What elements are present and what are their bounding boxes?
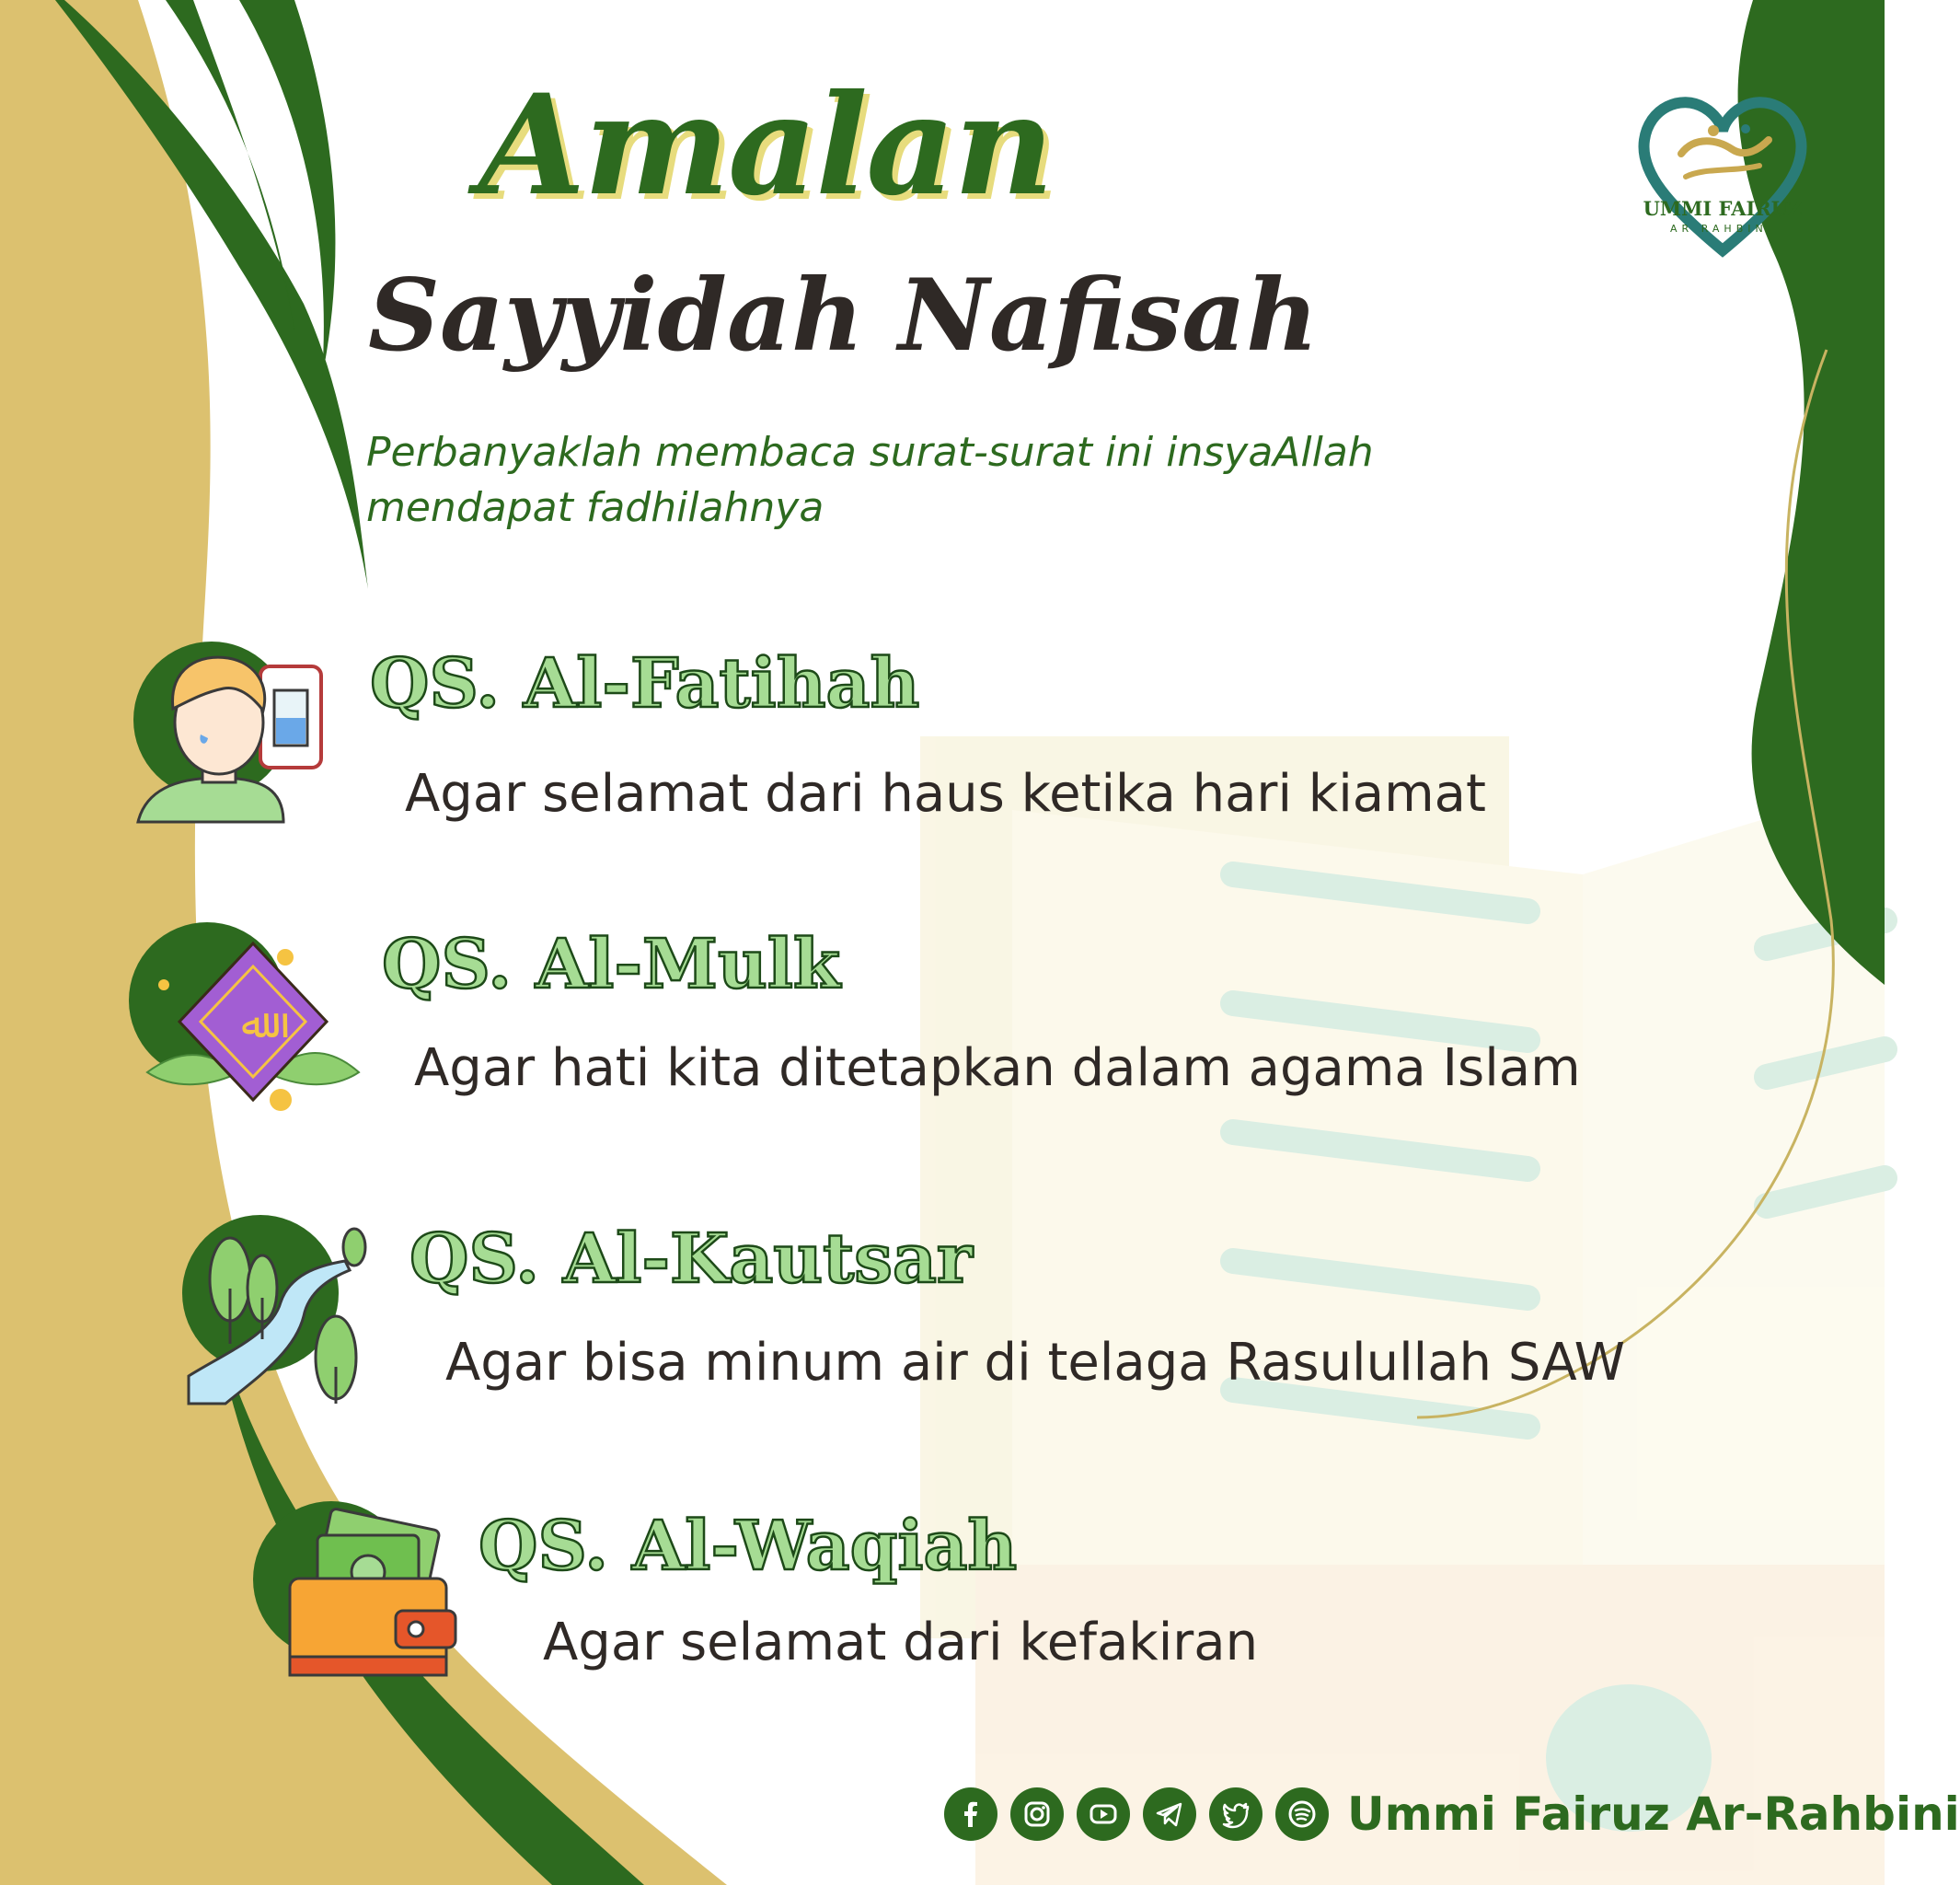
surah-title-al-fatihah: QS. Al-Fatihah — [370, 644, 920, 723]
page-title: Amalan — [478, 64, 1053, 226]
logo-subname: AR RAHBINI — [1670, 223, 1775, 235]
instagram-icon[interactable] — [1010, 1787, 1064, 1841]
facebook-icon[interactable] — [944, 1787, 997, 1841]
river-trees-icon — [189, 1224, 373, 1412]
footer-social — [944, 1782, 1960, 1846]
allah-calligraphy-icon — [138, 934, 368, 1131]
wallet-money-icon — [285, 1509, 460, 1683]
surah-title-al-waqiah: QS. Al-Waqiah — [478, 1507, 1018, 1586]
intro-text: Perbanyaklah membaca surat-surat ini insyaAllah mendapat fadhilahnya — [366, 429, 1374, 531]
benefit-text-al-fatihah: Agar selamat dari haus ketika hari kiamat — [405, 764, 1486, 824]
svg-text:ﷲ: ﷲ — [241, 1000, 265, 1047]
brand-name: Ummi Fairuz Ar-Rahbini — [1347, 1787, 1960, 1841]
youtube-icon[interactable] — [1077, 1787, 1130, 1841]
surah-title-al-mulk: QS. Al-Mulk — [382, 925, 841, 1004]
twitter-icon[interactable] — [1209, 1787, 1262, 1841]
thirsty-person-icon — [136, 644, 329, 832]
surah-title-al-kautsar: QS. Al-Kautsar — [409, 1220, 973, 1299]
telegram-icon[interactable] — [1143, 1787, 1196, 1841]
logo-name: UMMI FAIRUZ — [1643, 197, 1803, 220]
book-watermark — [920, 736, 1885, 1885]
spotify-icon[interactable] — [1275, 1787, 1329, 1841]
benefit-text-al-waqiah: Agar selamat dari kefakiran — [543, 1613, 1259, 1672]
benefit-text-al-kautsar: Agar bisa minum air di telaga Rasulullah SAW — [445, 1333, 1626, 1393]
benefit-text-al-mulk: Agar hati kita ditetapkan dalam agama Islam — [414, 1038, 1581, 1098]
page-subtitle: Sayyidah Nafisah — [368, 258, 1319, 374]
